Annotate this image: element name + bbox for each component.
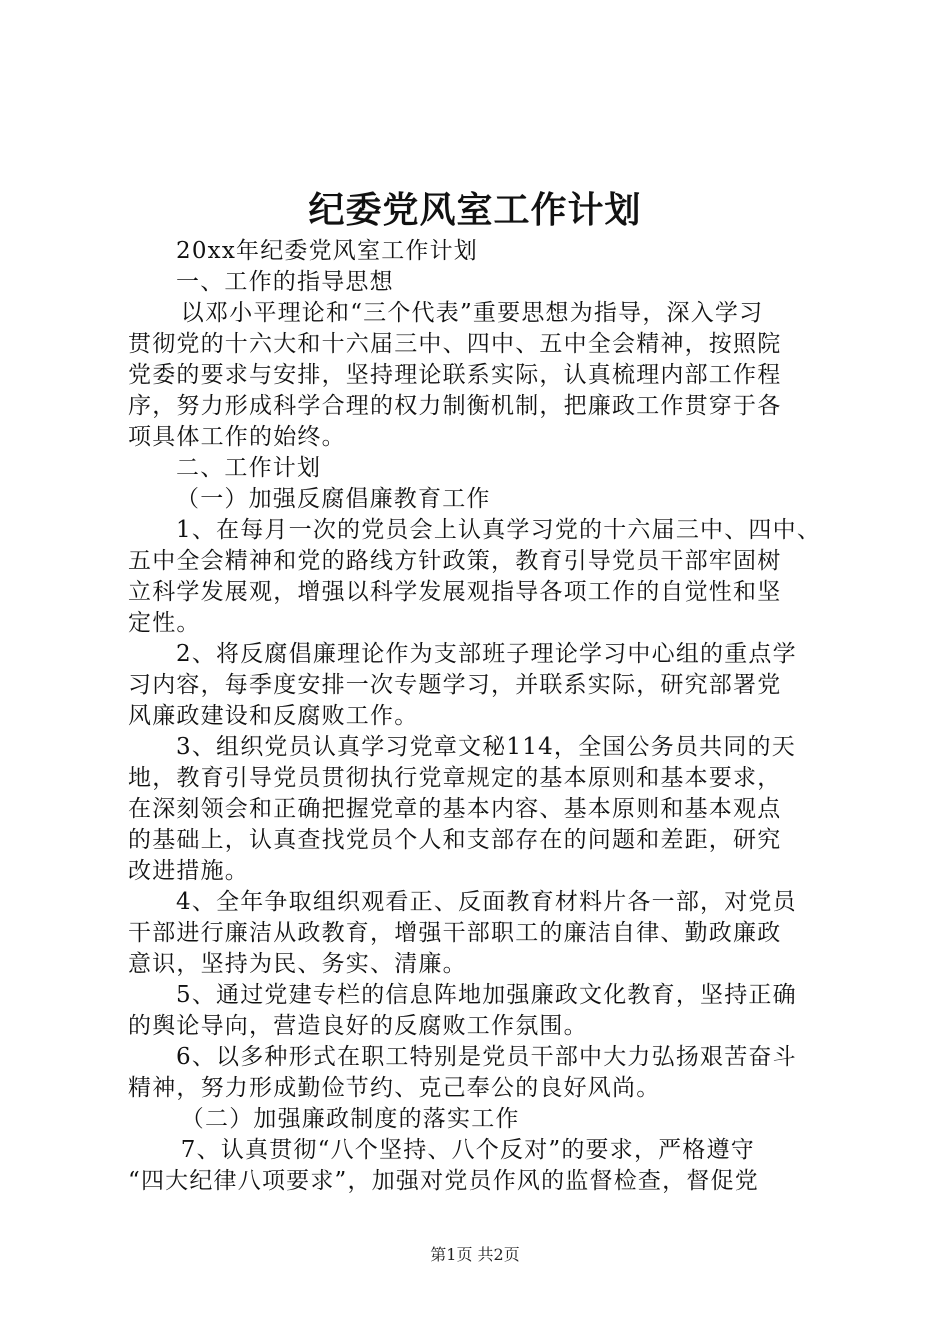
- text-line: 的舆论导向，营造良好的反腐败工作氛围。: [128, 1013, 588, 1039]
- text-line: 序，努力形成科学合理的权力制衡机制，把廉政工作贯穿于各: [128, 393, 782, 419]
- page-footer: 第1页 共2页: [430, 1245, 520, 1264]
- text-line: 2、将反腐倡廉理论作为支部班子理论学习中心组的重点学: [176, 641, 797, 667]
- text-line: 干部进行廉洁从政教育，增强干部职工的廉洁自律、勤政廉政: [128, 920, 782, 946]
- text-line: 改进措施。: [128, 858, 249, 884]
- text-line: 五中全会精神和党的路线方针政策，教育引导党员干部牢固树: [128, 548, 782, 574]
- text-line: 5、通过党建专栏的信息阵地加强廉政文化教育，坚持正确: [176, 982, 797, 1008]
- text-line: 定性。: [128, 610, 201, 636]
- text-line: 6、以多种形式在职工特别是党员干部中大力弘扬艰苦奋斗: [176, 1044, 797, 1070]
- text-line: 1、在每月一次的党员会上认真学习党的十六届三中、四中、: [176, 517, 822, 543]
- text-line: 20xx年纪委党风室工作计划: [176, 238, 479, 264]
- text-line: 立科学发展观，增强以科学发展观指导各项工作的自觉性和坚: [128, 579, 782, 605]
- text-line: 习内容，每季度安排一次专题学习，并联系实际，研究部署党: [128, 672, 782, 698]
- text-line: 项具体工作的始终。: [128, 424, 346, 450]
- text-line: 4、全年争取组织观看正、反面教育材料片各一部，对党员: [176, 889, 797, 915]
- document-body: [128, 236, 833, 1197]
- text-line: 风廉政建设和反腐败工作。: [128, 703, 419, 729]
- text-line: 7、认真贯彻“八个坚持、八个反对”的要求，严格遵守: [180, 1137, 755, 1163]
- text-line: 二、工作计划: [176, 455, 322, 481]
- text-line: 3、组织党员认真学习党章文秘114，全国公务员共同的天: [176, 734, 796, 760]
- text-line: 地，教育引导党员贯彻执行党章规定的基本原则和基本要求，: [128, 765, 782, 791]
- text-line: 的基础上，认真查找党员个人和支部存在的问题和差距，研究: [128, 827, 782, 853]
- text-line: （一）加强反腐倡廉教育工作: [176, 486, 491, 512]
- text-line: “四大纪律八项要求”，加强对党员作风的监督检查，督促党: [128, 1168, 759, 1194]
- text-line: （二）加强廉政制度的落实工作: [180, 1106, 520, 1132]
- text-line: 一、工作的指导思想: [176, 269, 394, 295]
- text-line: 贯彻党的十六大和十六届三中、四中、五中全会精神，按照院: [128, 331, 782, 357]
- document-title: 纪委党风室工作计划: [308, 189, 642, 231]
- text-line: 党委的要求与安排，坚持理论联系实际，认真梳理内部工作程: [128, 362, 782, 388]
- text-line: 在深刻领会和正确把握党章的基本内容、基本原则和基本观点: [128, 796, 782, 822]
- text-line: 精神，努力形成勤俭节约、克己奉公的良好风尚。: [128, 1075, 661, 1101]
- text-line: 以邓小平理论和“三个代表”重要思想为指导，深入学习: [180, 300, 764, 326]
- text-line: 意识，坚持为民、务实、清廉。: [128, 951, 467, 977]
